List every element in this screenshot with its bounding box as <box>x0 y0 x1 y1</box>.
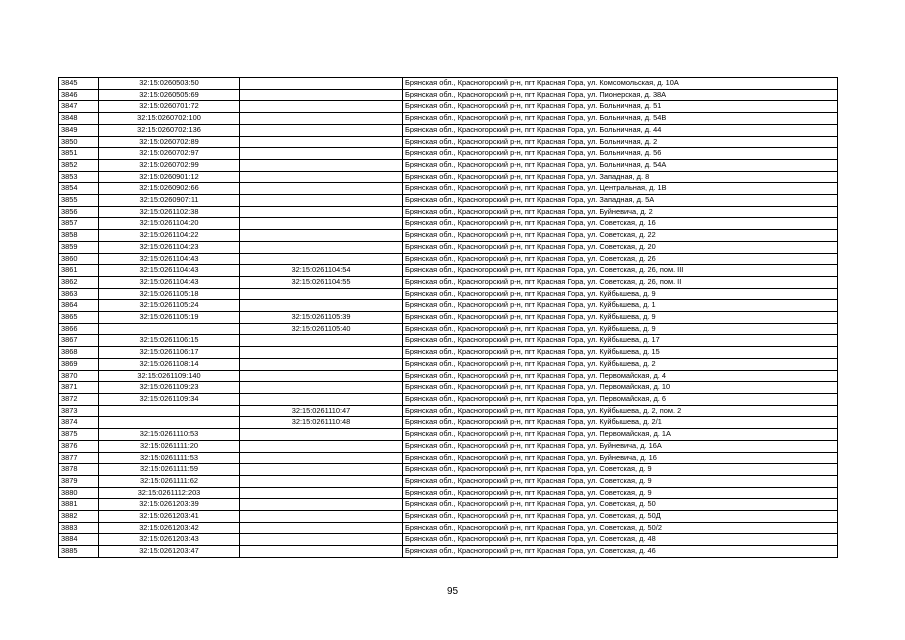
row-number-cell: 3865 <box>59 312 99 324</box>
cadastral-number-cell: 32:15:0261109:23 <box>99 382 240 394</box>
table-row <box>59 335 838 347</box>
cadastral-number-cell: 32:15:0261106:17 <box>99 347 240 359</box>
table-row <box>59 347 838 359</box>
address-cell: Брянская обл., Красногорский р-н, пгт Красная Гора, ул. Советская, д. 46 <box>403 546 838 558</box>
address-cell: Брянская обл., Красногорский р-н, пгт Красная Гора, ул. Больничная, д. 56 <box>403 148 838 160</box>
table-row <box>59 113 838 125</box>
table-row <box>59 452 838 464</box>
cadastral-number-cell: 32:15:0261104:43 <box>99 253 240 265</box>
table-row <box>59 440 838 452</box>
table-row <box>59 218 838 230</box>
address-cell: Брянская обл., Красногорский р-н, пгт Красная Гора, ул. Советская, д. 50 <box>403 499 838 511</box>
row-number-cell: 3882 <box>59 511 99 523</box>
row-number-cell: 3876 <box>59 440 99 452</box>
cadastral-number-cell: 32:15:0260702:136 <box>99 124 240 136</box>
address-cell: Брянская обл., Красногорский р-н, пгт Красная Гора, ул. Куйбышева, д. 2/1 <box>403 417 838 429</box>
row-number-cell: 3881 <box>59 499 99 511</box>
sub-object-cadastral-cell <box>240 475 403 487</box>
cadastral-number-cell: 32:15:0261104:20 <box>99 218 240 230</box>
address-cell: Брянская обл., Красногорский р-н, пгт Красная Гора, ул. Советская, д. 50Д <box>403 511 838 523</box>
table-row <box>59 288 838 300</box>
sub-object-cadastral-cell <box>240 89 403 101</box>
row-number-cell: 3878 <box>59 464 99 476</box>
cadastral-number-cell: 32:15:0261109:34 <box>99 393 240 405</box>
sub-object-cadastral-cell <box>240 113 403 125</box>
cadastral-number-cell <box>99 405 240 417</box>
address-cell: Брянская обл., Красногорский р-н, пгт Красная Гора, ул. Куйбышева, д. 2, пом. 2 <box>403 405 838 417</box>
address-cell: Брянская обл., Красногорский р-н, пгт Красная Гора, ул. Советская, д. 16 <box>403 218 838 230</box>
sub-object-cadastral-cell <box>240 393 403 405</box>
cadastral-number-cell: 32:15:0261111:20 <box>99 440 240 452</box>
address-cell: Брянская обл., Красногорский р-н, пгт Красная Гора, ул. Куйбышева, д. 9 <box>403 288 838 300</box>
row-number-cell: 3860 <box>59 253 99 265</box>
sub-object-cadastral-cell <box>240 230 403 242</box>
address-cell: Брянская обл., Красногорский р-н, пгт Красная Гора, ул. Советская, д. 22 <box>403 230 838 242</box>
row-number-cell: 3883 <box>59 522 99 534</box>
address-cell: Брянская обл., Красногорский р-н, пгт Красная Гора, ул. Первомайская, д. 10 <box>403 382 838 394</box>
table-row <box>59 300 838 312</box>
cadastral-number-cell: 32:15:0261203:39 <box>99 499 240 511</box>
cadastral-number-cell: 32:15:0261102:38 <box>99 206 240 218</box>
row-number-cell: 3879 <box>59 475 99 487</box>
table-row <box>59 370 838 382</box>
sub-object-cadastral-cell <box>240 171 403 183</box>
cadastral-number-cell: 32:15:0260503:50 <box>99 78 240 90</box>
sub-object-cadastral-cell: 32:15:0261105:39 <box>240 312 403 324</box>
row-number-cell: 3846 <box>59 89 99 101</box>
sub-object-cadastral-cell <box>240 452 403 464</box>
property-register-table <box>58 77 838 558</box>
table-row <box>59 499 838 511</box>
row-number-cell: 3845 <box>59 78 99 90</box>
address-cell: Брянская обл., Красногорский р-н, пгт Красная Гора, ул. Советская, д. 20 <box>403 241 838 253</box>
sub-object-cadastral-cell <box>240 464 403 476</box>
table-row <box>59 89 838 101</box>
cadastral-number-cell: 32:15:0260702:99 <box>99 159 240 171</box>
sub-object-cadastral-cell <box>240 347 403 359</box>
table-row <box>59 148 838 160</box>
table-row <box>59 171 838 183</box>
row-number-cell: 3855 <box>59 195 99 207</box>
sub-object-cadastral-cell: 32:15:0261110:48 <box>240 417 403 429</box>
address-cell: Брянская обл., Красногорский р-н, пгт Красная Гора, ул. Куйбышева, д. 15 <box>403 347 838 359</box>
address-cell: Брянская обл., Красногорский р-н, пгт Красная Гора, ул. Советская, д. 26 <box>403 253 838 265</box>
cadastral-number-cell: 32:15:0261104:43 <box>99 265 240 277</box>
cadastral-number-cell <box>99 323 240 335</box>
sub-object-cadastral-cell <box>240 429 403 441</box>
sub-object-cadastral-cell <box>240 253 403 265</box>
table-row <box>59 393 838 405</box>
row-number-cell: 3853 <box>59 171 99 183</box>
cadastral-number-cell: 32:15:0261203:47 <box>99 546 240 558</box>
sub-object-cadastral-cell <box>240 136 403 148</box>
row-number-cell: 3847 <box>59 101 99 113</box>
table-row <box>59 429 838 441</box>
row-number-cell: 3873 <box>59 405 99 417</box>
address-cell: Брянская обл., Красногорский р-н, пгт Красная Гора, ул. Первомайская, д. 4 <box>403 370 838 382</box>
row-number-cell: 3866 <box>59 323 99 335</box>
table-row <box>59 323 838 335</box>
address-cell: Брянская обл., Красногорский р-н, пгт Красная Гора, ул. Пионерская, д. 38А <box>403 89 838 101</box>
sub-object-cadastral-cell: 32:15:0261105:40 <box>240 323 403 335</box>
cadastral-number-cell: 32:15:0261105:19 <box>99 312 240 324</box>
cadastral-number-cell: 32:15:0260701:72 <box>99 101 240 113</box>
table-row <box>59 265 838 277</box>
sub-object-cadastral-cell <box>240 78 403 90</box>
sub-object-cadastral-cell <box>240 487 403 499</box>
sub-object-cadastral-cell: 32:15:0261104:55 <box>240 276 403 288</box>
cadastral-number-cell: 32:15:0261203:42 <box>99 522 240 534</box>
cadastral-number-cell: 32:15:0261108:14 <box>99 358 240 370</box>
table-row <box>59 206 838 218</box>
address-cell: Брянская обл., Красногорский р-н, пгт Красная Гора, ул. Куйбышева, д. 1 <box>403 300 838 312</box>
table-body <box>59 78 838 558</box>
address-cell: Брянская обл., Красногорский р-н, пгт Красная Гора, ул. Больничная, д. 54В <box>403 113 838 125</box>
cadastral-number-cell: 32:15:0261109:140 <box>99 370 240 382</box>
sub-object-cadastral-cell: 32:15:0261110:47 <box>240 405 403 417</box>
address-cell: Брянская обл., Красногорский р-н, пгт Красная Гора, ул. Больничная, д. 44 <box>403 124 838 136</box>
row-number-cell: 3868 <box>59 347 99 359</box>
address-cell: Брянская обл., Красногорский р-н, пгт Красная Гора, ул. Советская, д. 9 <box>403 487 838 499</box>
table-row <box>59 417 838 429</box>
sub-object-cadastral-cell <box>240 546 403 558</box>
cadastral-number-cell: 32:15:0260901:12 <box>99 171 240 183</box>
sub-object-cadastral-cell <box>240 300 403 312</box>
cadastral-number-cell: 32:15:0261104:22 <box>99 230 240 242</box>
table-row <box>59 312 838 324</box>
row-number-cell: 3869 <box>59 358 99 370</box>
address-cell: Брянская обл., Красногорский р-н, пгт Красная Гора, ул. Центральная, д. 1В <box>403 183 838 195</box>
page-number: 95 <box>446 586 459 597</box>
sub-object-cadastral-cell <box>240 335 403 347</box>
cadastral-number-cell: 32:15:0261111:59 <box>99 464 240 476</box>
cadastral-number-cell: 32:15:0261106:15 <box>99 335 240 347</box>
table-row <box>59 241 838 253</box>
address-cell: Брянская обл., Красногорский р-н, пгт Красная Гора, ул. Куйбышева, д. 17 <box>403 335 838 347</box>
address-cell: Брянская обл., Красногорский р-н, пгт Красная Гора, ул. Куйбышева, д. 9 <box>403 312 838 324</box>
table-row <box>59 382 838 394</box>
table-row <box>59 101 838 113</box>
sub-object-cadastral-cell <box>240 206 403 218</box>
row-number-cell: 3850 <box>59 136 99 148</box>
address-cell: Брянская обл., Красногорский р-н, пгт Красная Гора, ул. Больничная, д. 2 <box>403 136 838 148</box>
sub-object-cadastral-cell <box>240 499 403 511</box>
table-row <box>59 511 838 523</box>
row-number-cell: 3874 <box>59 417 99 429</box>
cadastral-number-cell: 32:15:0261112:203 <box>99 487 240 499</box>
cadastral-number-cell: 32:15:0261105:18 <box>99 288 240 300</box>
sub-object-cadastral-cell <box>240 358 403 370</box>
cadastral-number-cell: 32:15:0261203:41 <box>99 511 240 523</box>
row-number-cell: 3861 <box>59 265 99 277</box>
table-row <box>59 475 838 487</box>
address-cell: Брянская обл., Красногорский р-н, пгт Красная Гора, ул. Советская, д. 26, пом. II <box>403 276 838 288</box>
row-number-cell: 3851 <box>59 148 99 160</box>
cadastral-number-cell: 32:15:0260907:11 <box>99 195 240 207</box>
sub-object-cadastral-cell <box>240 101 403 113</box>
row-number-cell: 3858 <box>59 230 99 242</box>
table-row <box>59 464 838 476</box>
table-row <box>59 405 838 417</box>
table-row <box>59 195 838 207</box>
row-number-cell: 3854 <box>59 183 99 195</box>
row-number-cell: 3870 <box>59 370 99 382</box>
address-cell: Брянская обл., Красногорский р-н, пгт Красная Гора, ул. Советская, д. 50/2 <box>403 522 838 534</box>
row-number-cell: 3852 <box>59 159 99 171</box>
sub-object-cadastral-cell <box>240 288 403 300</box>
cadastral-number-cell: 32:15:0261111:62 <box>99 475 240 487</box>
address-cell: Брянская обл., Красногорский р-н, пгт Красная Гора, ул. Западная, д. 8 <box>403 171 838 183</box>
sub-object-cadastral-cell <box>240 534 403 546</box>
sub-object-cadastral-cell <box>240 241 403 253</box>
cadastral-number-cell: 32:15:0261110:53 <box>99 429 240 441</box>
table-row <box>59 253 838 265</box>
sub-object-cadastral-cell <box>240 218 403 230</box>
sub-object-cadastral-cell <box>240 370 403 382</box>
address-cell: Брянская обл., Красногорский р-н, пгт Красная Гора, ул. Первомайская, д. 1А <box>403 429 838 441</box>
address-cell: Брянская обл., Красногорский р-н, пгт Красная Гора, ул. Буйневича, д. 16 <box>403 452 838 464</box>
table-row <box>59 276 838 288</box>
row-number-cell: 3862 <box>59 276 99 288</box>
address-cell: Брянская обл., Красногорский р-н, пгт Красная Гора, ул. Советская, д. 26, пом. III <box>403 265 838 277</box>
sub-object-cadastral-cell <box>240 440 403 452</box>
address-cell: Брянская обл., Красногорский р-н, пгт Красная Гора, ул. Первомайская, д. 6 <box>403 393 838 405</box>
sub-object-cadastral-cell <box>240 511 403 523</box>
table-row <box>59 358 838 370</box>
sub-object-cadastral-cell: 32:15:0261104:54 <box>240 265 403 277</box>
cadastral-number-cell: 32:15:0261104:43 <box>99 276 240 288</box>
sub-object-cadastral-cell <box>240 124 403 136</box>
table-row <box>59 78 838 90</box>
cadastral-number-cell: 32:15:0260902:66 <box>99 183 240 195</box>
address-cell: Брянская обл., Красногорский р-н, пгт Красная Гора, ул. Советская, д. 9 <box>403 475 838 487</box>
table-row <box>59 534 838 546</box>
cadastral-number-cell: 32:15:0261104:23 <box>99 241 240 253</box>
table-row <box>59 136 838 148</box>
sub-object-cadastral-cell <box>240 522 403 534</box>
row-number-cell: 3848 <box>59 113 99 125</box>
row-number-cell: 3885 <box>59 546 99 558</box>
cadastral-number-cell: 32:15:0260702:100 <box>99 113 240 125</box>
sub-object-cadastral-cell <box>240 159 403 171</box>
row-number-cell: 3880 <box>59 487 99 499</box>
table-row <box>59 487 838 499</box>
address-cell: Брянская обл., Красногорский р-н, пгт Красная Гора, ул. Больничная, д. 51 <box>403 101 838 113</box>
table-row <box>59 546 838 558</box>
table-row <box>59 124 838 136</box>
table-row <box>59 183 838 195</box>
row-number-cell: 3857 <box>59 218 99 230</box>
row-number-cell: 3871 <box>59 382 99 394</box>
row-number-cell: 3863 <box>59 288 99 300</box>
cadastral-number-cell: 32:15:0260505:69 <box>99 89 240 101</box>
address-cell: Брянская обл., Красногорский р-н, пгт Красная Гора, ул. Комсомольская, д. 10А <box>403 78 838 90</box>
row-number-cell: 3872 <box>59 393 99 405</box>
address-cell: Брянская обл., Красногорский р-н, пгт Красная Гора, ул. Буйневича, д. 2 <box>403 206 838 218</box>
row-number-cell: 3877 <box>59 452 99 464</box>
address-cell: Брянская обл., Красногорский р-н, пгт Красная Гора, ул. Больничная, д. 54А <box>403 159 838 171</box>
address-cell: Брянская обл., Красногорский р-н, пгт Красная Гора, ул. Советская, д. 48 <box>403 534 838 546</box>
cadastral-number-cell: 32:15:0260702:89 <box>99 136 240 148</box>
address-cell: Брянская обл., Красногорский р-н, пгт Красная Гора, ул. Западная, д. 5А <box>403 195 838 207</box>
cadastral-number-cell: 32:15:0261203:43 <box>99 534 240 546</box>
row-number-cell: 3875 <box>59 429 99 441</box>
cadastral-number-cell: 32:15:0261111:53 <box>99 452 240 464</box>
table-row <box>59 230 838 242</box>
cadastral-number-cell: 32:15:0260702:97 <box>99 148 240 160</box>
table-row <box>59 522 838 534</box>
sub-object-cadastral-cell <box>240 183 403 195</box>
row-number-cell: 3867 <box>59 335 99 347</box>
sub-object-cadastral-cell <box>240 382 403 394</box>
row-number-cell: 3856 <box>59 206 99 218</box>
cadastral-number-cell: 32:15:0261105:24 <box>99 300 240 312</box>
row-number-cell: 3864 <box>59 300 99 312</box>
address-cell: Брянская обл., Красногорский р-н, пгт Красная Гора, ул. Советская, д. 9 <box>403 464 838 476</box>
address-cell: Брянская обл., Красногорский р-н, пгт Красная Гора, ул. Куйбышева, д. 9 <box>403 323 838 335</box>
sub-object-cadastral-cell <box>240 148 403 160</box>
address-cell: Брянская обл., Красногорский р-н, пгт Красная Гора, ул. Куйбышева, д. 2 <box>403 358 838 370</box>
row-number-cell: 3884 <box>59 534 99 546</box>
table-row <box>59 159 838 171</box>
cadastral-number-cell <box>99 417 240 429</box>
row-number-cell: 3859 <box>59 241 99 253</box>
row-number-cell: 3849 <box>59 124 99 136</box>
address-cell: Брянская обл., Красногорский р-н, пгт Красная Гора, ул. Буйневича, д. 16А <box>403 440 838 452</box>
sub-object-cadastral-cell <box>240 195 403 207</box>
